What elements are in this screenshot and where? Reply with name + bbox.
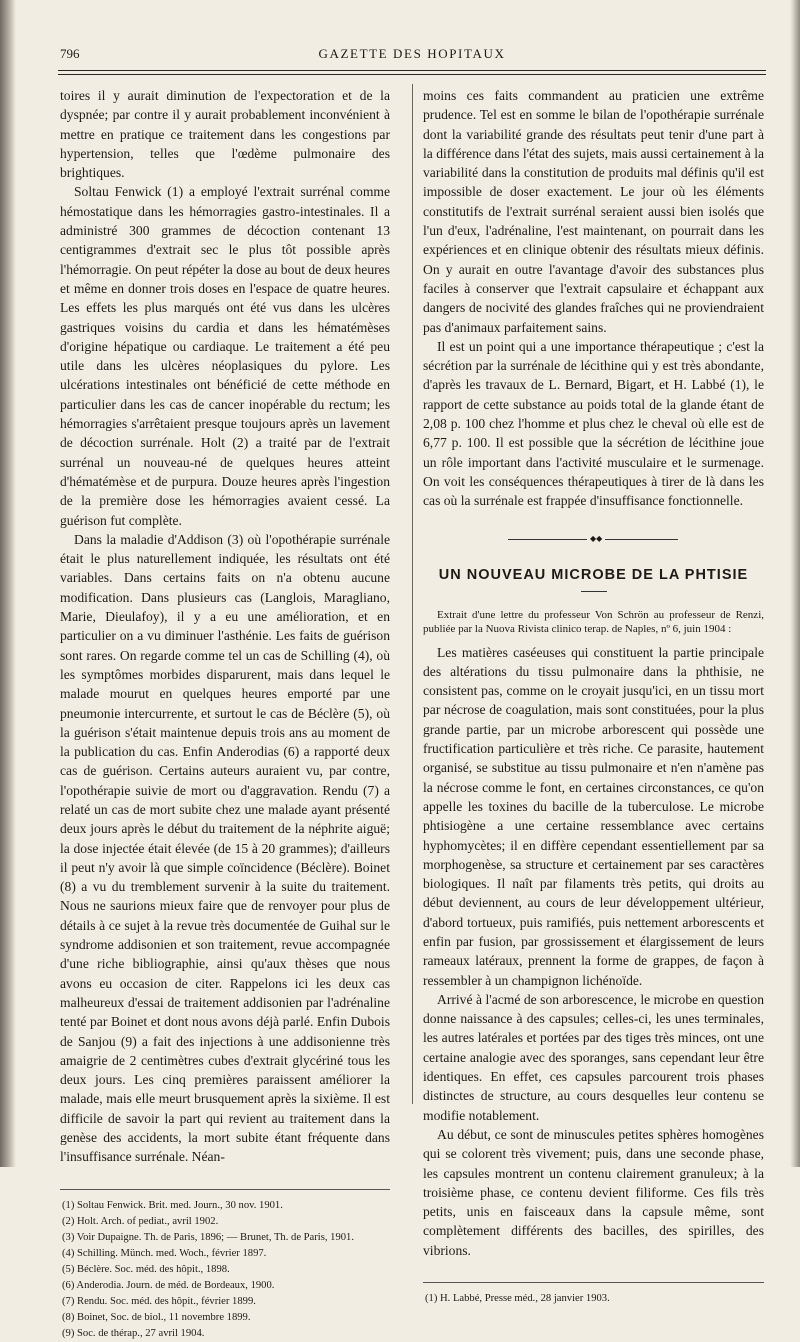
running-title: GAZETTE DES HOPITAUX — [318, 46, 506, 61]
page-binding-shadow — [0, 0, 16, 1167]
footnote: (2) Holt. Arch. of pediat., avril 1902. — [62, 1215, 219, 1227]
paragraph: Soltau Fenwick (1) a employé l'extrait surrénal comme hémostatique dans les hémorragies gastro-intestinales. Il a administré 300 grammes de décoction contenant 13 centigrammes d'extrait sec le plus tôt possible après l'hémorragie. On peut répéter la dose au bout de deux heures et même en donner trois doses en l'espace de quatre heures. Les effets les plus marqués ont été vus dans les ulcères gastriques voisins du cardia et dans les hématémèses d'origine hépatique ou cardiaque. Le traitement a été peu utile dans les ulcères néoplasiques du pylore. Les ulcérations intestinales ont bénéficié de cette méthode en particulier dans les cas de cancer inopérable du rectum; les hémorragies s'arrêtaient presque toujours après un lavement de décoction surrénale. Holt (2) a traité par de l'extrait surrénal un nouveau-né de quelques heures atteint d'hématémèse et de purpura. Douze heures après l'ingestion de la première dose les hémorragies avaient cessé. La guérison fut complète. — [60, 184, 390, 528]
paragraph: Au début, ce sont de minuscules petites sphères homogènes qui se colorent très vivement; puis, dans une seconde phase, les capsules montrent un contenu clairement granuleux; à la troisième phase, ce contenu devient filiforme. Ces fils très petits, unis en faisceaux dans la capsule même, sont complètement différents des bacilles, des spirilles, des vibrions. — [423, 1126, 764, 1258]
footnote: (5) Béclère. Soc. méd. des hôpit., 1898. — [62, 1263, 230, 1275]
footnote: (8) Boinet, Soc. de biol., 11 novembre 1899. — [62, 1311, 251, 1323]
footnote: (9) Soc. de thérap., 27 avril 1904. — [62, 1327, 205, 1339]
paragraph: toires il y aurait diminution de l'expectoration et de la dyspnée; par contre il y aurait probablement inconvénient à mettre en pratique ce traitement dans les congestions par hypertension, telles que l'œdème pulmonaire des brightiques. — [60, 88, 390, 181]
ornament-diamond-icon: ◆◆ — [587, 535, 605, 543]
section-title: UN NOUVEAU MICROBE DE LA PHTISIE — [438, 566, 749, 583]
footnote: (3) Voir Dupaigne. Th. de Paris, 1896; — Brunet, Th. de Paris, 1901. — [62, 1231, 354, 1243]
left-column — [60, 86, 390, 1342]
page-header — [60, 46, 764, 66]
footnote: (1) H. Labbé, Presse méd., 28 janvier 1903. — [425, 1293, 610, 1305]
header-rule-thick — [58, 70, 766, 71]
right-column — [423, 86, 764, 1307]
paragraph: moins ces faits commandent au praticien une extrême prudence. Tel est en somme le bilan de l'opothérapie surrénale dont la variabilité grande des résultats peut tenir d'une part à la différence dans l'état des sujets, mais aussi certainement à la variabilité dans la constitution de produits mal définis qu'il est impossible de doser exactement. Le jour où les éléments constitutifs de l'extrait surrénal seraient aussi bien isolés que l'un d'eux, l'adrénaline, l'est maintenant, on pourrait dans les expériences et en clinique obtenir des résultats mieux définis. On y aurait en outre l'avantage d'avoir des substances plus faciles à conserver que l'extrait capsulaire et échappant aux dangers de nocivité des glandes fraîches qui ne proviendraient pas d'animaux parfaitement sains. — [423, 88, 764, 335]
column-divider — [412, 84, 413, 1104]
footnote: (6) Anderodia. Journ. de méd. de Bordeaux, 1900. — [62, 1279, 275, 1291]
footnote: (1) Soltau Fenwick. Brit. med. Journ., 30 nov. 1901. — [62, 1199, 283, 1211]
paragraph: Les matières caséeuses qui constituent la partie principale des altérations du tissu pulmonaire dans la phthisie, ne consistent pas, comme on le croyait jusqu'ici, en un tissu mort par nécrose de coagulation, mais sont constituées, pour la plus grande partie, par un microbe arborescent qui possède une fructification particulière et très riche. Ce parasite, hautement organisé, se substitue au tissu pulmonaire et n'en n'amène pas la nécrose comme le font, en certaines circonstances, ce qu'on appelle les toxines du bacille de la tuberculose. Le microbe phtisiogène a une certaine ressemblance avec certains hyphomycètes; il en diffère cependant essentiellement par sa morphogenèse, sa structure et certainement par ses caractères biologiques. Il naît par filaments très petits, qui droits au début deviennent, au cours de leur développement ultérieur, d'abord tortueux, puis ramifiés, puis nettement arborescents et enfin par fusion, par grossissement et élargissement de leurs rameaux latéraux, prennent la forme de grappes, de façon à ressembler à un champignon lichénoïde. — [423, 644, 764, 988]
page-edge-shadow — [790, 0, 800, 1167]
footnote: (4) Schilling. Münch. med. Woch., février 1897. — [62, 1247, 267, 1259]
footnotes — [60, 1189, 390, 1342]
paragraph: Il est un point qui a une importance thérapeutique ; c'est la sécrétion par la surrénale de lécithine qui y est très abondante, d'après les travaux de L. Bernard, Bigart, et H. Labbé (1), le rapport de cette substance au poids total de la glande étant de 2,08 p. 100 chez l'homme et plus chez le cheval où elle est de 6,77 p. 100. Il est possible que la sécrétion de lécithine joue un rôle important dans l'activité musculaire et le surmenage. On voit les conséquences thérapeutiques à tirer de là dans les cas où la surrénale est frappée d'insuffisance fonctionnelle. — [423, 338, 764, 509]
title-rule — [581, 591, 607, 592]
page-number: 796 — [60, 46, 80, 61]
header-rule-thin — [58, 74, 766, 75]
section-ornament — [423, 535, 764, 543]
footnotes — [423, 1282, 764, 1307]
paragraph: Dans la maladie d'Addison (3) où l'opothérapie surrénale était le plus naturellement indiquée, les résultats ont été variables. Dans certains faits on n'a obtenu aucune modification. Dans plusieurs cas (Langlois, Maragliano, Marie, Dieulafoy), il y a eu une amélioration, et en particulier on a vu diminuer l'asthénie. Les faits de guérison sont rares. On regarde comme tel un cas de Schilling (4), où les symptômes morbides disparurent, mais dans lequel le malade mourut en quelques heures emporté par une pneumonie intercurrente, et surtout le cas de Béclère (5), où la guérison s'était maintenue depuis trois ans au moment de la publication du cas. Enfin Anderodias (6) a rapporté deux cas de guérison. Certains auteurs auraient vu, par contre, l'opothérapie suivie de mort ou d'aggravation. Rendu (7) a relaté un cas de mort subite chez une malade ayant présenté deux jours après le début du traitement de la néphrite aiguë; la dose injectée était élevée (de 15 à 20 grammes); d'ailleurs il peut n'y avoir là que simple coïncidence (Béclère). Boinet (8) a vu du tremblement survenir à la suite du traitement. Nous ne saurions mieux faire que de renvoyer pour plus de détails à ce sujet à la revue très documentée de Guihal sur le syndrome addisonien et son traitement, revue accompagnée d'une riche bibliographie, ainsi qu'aux thèses que nous avons eu occasion de citer. Rappelons ici les deux cas malheureux d'essai de traitement addisonien par l'adrénaline tenté par Boinet et dont nous avons déjà parlé. Enfin Dubois de Sanjou (9) a fait des injections à une addisonienne très amaigrie de 2 centimètres cubes d'extrait glycériné tous les deux jours. Les cinq premières paraissent améliorer la malade, mais elle meurt brusquement après la sixième. Il est difficile de savoir la part qui revient au traitement dans la genèse des accidents, la mort subite étant fréquente dans l'insuffisance surrénale. Néan- — [60, 531, 390, 1165]
paragraph: Arrivé à l'acmé de son arborescence, le microbe en question donne naissance à des capsules; celles-ci, les unes terminales, les autres latérales et portées par des tiges très minces, ont une certaine analogie avec des sporanges, sans cependant leur être identiques. En effet, ces capsules parcourent trois phases distinctes de structure, au cours desquelles leur contenu se modifie notablement. — [423, 991, 764, 1123]
extract-note: Extrait d'une lettre du professeur Von Schrön au professeur de Renzi, publiée par la Nuova Rivista clinico terap. de Naples, nº 6, juin 1904 : — [423, 608, 764, 636]
footnote: (7) Rendu. Soc. méd. des hôpit., février 1899. — [62, 1295, 256, 1307]
